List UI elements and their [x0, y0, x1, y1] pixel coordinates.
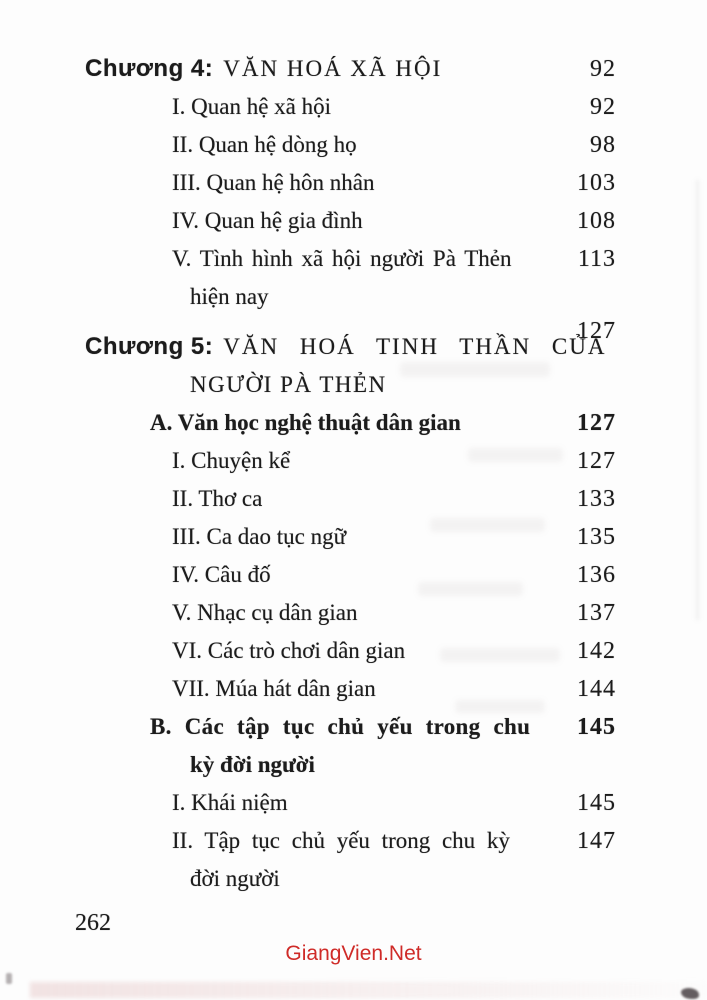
toc-entry-page-number: 127	[577, 448, 616, 474]
scan-corner-mark	[681, 988, 699, 999]
toc-entry	[0, 240, 707, 316]
toc-entry	[0, 202, 707, 240]
chapter-5-title-line2: NGƯỜI PÀ THẺN	[190, 372, 387, 397]
toc-entry-text: III. Ca dao tục ngữ	[172, 524, 347, 549]
toc-entry-page-number: 135	[577, 524, 616, 550]
toc-entry-text: V. Nhạc cụ dân gian	[172, 600, 358, 625]
watermark-text: GiangVien.Net	[285, 942, 422, 965]
book-page-number: 262	[75, 910, 111, 936]
toc-entry-page-number: 144	[577, 676, 616, 702]
toc-section-text: A. Văn học nghệ thuật dân gian	[150, 410, 461, 435]
toc-entry-text: II. Thơ ca	[172, 486, 263, 511]
toc-entry	[0, 126, 707, 164]
chapter-5-page-number: 127	[577, 318, 616, 344]
chapter-4-title: VĂN HOÁ XÃ HỘI	[223, 56, 443, 81]
toc-section-b	[0, 708, 707, 784]
toc-entry	[0, 556, 707, 594]
toc-entry-text: I. Quan hệ xã hội	[172, 94, 332, 119]
toc-entry-page-number: 147	[577, 828, 616, 854]
toc-entry-page-number: 133	[577, 486, 616, 512]
toc-entry	[0, 784, 707, 822]
toc-section-page-number: 145	[577, 714, 616, 740]
scan-bottom-shadow	[30, 982, 707, 998]
chapter-4-page-number: 92	[590, 56, 616, 82]
toc-section-text-line2: kỳ đời người	[190, 752, 315, 777]
toc-entry-text: VI. Các trò chơi dân gian	[172, 638, 406, 663]
toc-entry-page-number: 136	[577, 562, 616, 588]
toc-entry	[0, 88, 707, 126]
toc-entry-page-number: 113	[577, 246, 616, 272]
chapter-4-label: Chương 4:	[85, 55, 214, 82]
toc-entry-text: IV. Câu đố	[172, 562, 271, 587]
toc-section-text-line1: B. Các tập tục chủ yếu trong chu	[150, 714, 531, 739]
toc-section-a	[0, 404, 707, 442]
toc-entry-text-line1: V. Tình hình xã hội người Pà Thẻn	[172, 246, 512, 271]
toc-entry-page-number: 108	[577, 208, 616, 234]
toc-entry-page-number: 103	[577, 170, 616, 196]
toc-entry	[0, 822, 707, 898]
table-of-contents	[0, 50, 707, 898]
toc-entry-text: II. Quan hệ dòng họ	[172, 132, 357, 157]
toc-entry	[0, 164, 707, 202]
toc-entry-text: IV. Quan hệ gia đình	[172, 208, 363, 233]
toc-entry-text-line2: đời người	[190, 866, 280, 891]
chapter-5-label: Chương 5:	[85, 333, 214, 360]
toc-entry	[0, 594, 707, 632]
toc-entry-page-number: 98	[590, 132, 616, 158]
toc-entry-text: III. Quan hệ hôn nhân	[172, 170, 375, 195]
toc-section-page-number: 127	[577, 410, 616, 436]
scan-left-mark	[6, 973, 12, 984]
toc-entry-text: VII. Múa hát dân gian	[172, 676, 376, 701]
toc-entry-text: I. Chuyện kể	[172, 448, 291, 473]
toc-entry	[0, 632, 707, 670]
toc-entry-page-number: 137	[577, 600, 616, 626]
toc-entry-page-number: 142	[577, 638, 616, 664]
toc-entry	[0, 442, 707, 480]
toc-entry	[0, 480, 707, 518]
toc-entry	[0, 670, 707, 708]
chapter-5-title-line1: VĂN HOÁ TINH THẦN CỦA	[223, 334, 607, 359]
toc-entry-page-number: 145	[577, 790, 616, 816]
toc-entry-text-line1: II. Tập tục chủ yếu trong chu kỳ	[172, 828, 510, 853]
toc-chapter-4	[0, 50, 707, 88]
toc-entry-page-number: 92	[590, 94, 616, 120]
toc-entry	[0, 518, 707, 556]
toc-entry-text: I. Khái niệm	[172, 790, 288, 815]
toc-chapter-5	[0, 318, 707, 404]
toc-entry-text-line2: hiện nay	[190, 284, 269, 309]
